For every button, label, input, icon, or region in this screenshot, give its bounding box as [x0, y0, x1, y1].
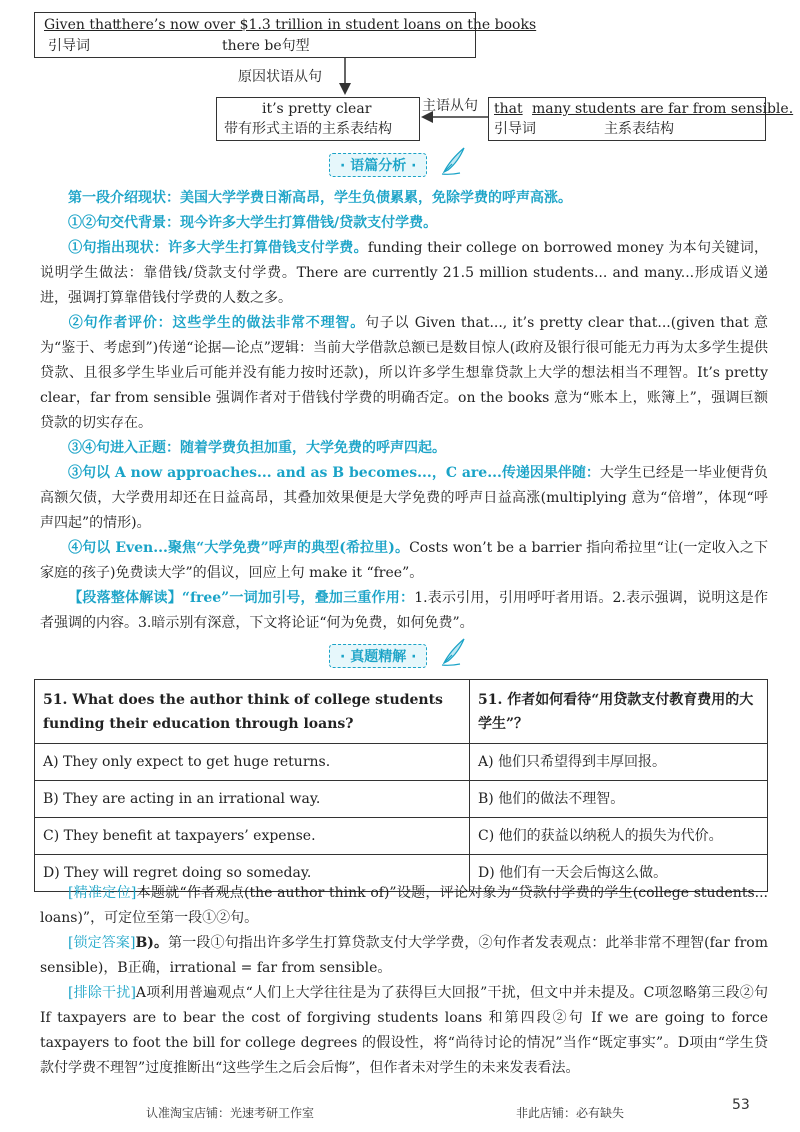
- explanation-answer: [40, 931, 768, 981]
- analysis-p5: ③④句进入正题：随着学费负担加重，大学免费的呼声四起。: [68, 440, 446, 456]
- footer-right: 非此店铺：必有缺失: [516, 1106, 625, 1120]
- option-cn: B) 他们的做法不理智。: [470, 781, 768, 818]
- answer-key: B)。: [135, 935, 169, 951]
- analysis-p3-head: ①句指出现状：许多大学生打算借钱支付学费。: [68, 240, 368, 256]
- table-row: [35, 680, 768, 744]
- analysis-paragraph-7: [40, 536, 768, 586]
- main-clause-text: it’s pretty clear: [262, 101, 372, 117]
- section-title-exam-text: · 真题精解 ·: [340, 649, 417, 665]
- option-en: D) They will regret doing so someday.: [35, 855, 470, 892]
- given-that-intro: Given that: [44, 17, 118, 33]
- table-row: [35, 744, 768, 781]
- analysis-p4-body: 句子以 Given that..., it’s pretty clear that...(given that 意为“鉴于、考虑到”)传递“论据—论点”逻辑：当前大学借款总额已是数目惊人(政府及银行很可能无力再为太多学生提供贷款、且很多学生毕业后可能并没有能力按时还款)，所以许多学生想靠贷款上大学的想法相当不理智。It’s pretty clear，far from sensible 强调作者对于借钱付学费的明确否定。on the books 意为“账本上，账簿上”，强调巨额贷款的切实存在。: [40, 315, 768, 431]
- locate-tag: [精准定位]: [68, 885, 137, 901]
- section-title-discourse: [329, 153, 427, 177]
- footer-left: 认准淘宝店铺：光速考研工作室: [146, 1106, 315, 1120]
- analysis-paragraph-8: [40, 586, 768, 636]
- main-clause-label: 带有形式主语的主系表结构: [224, 121, 392, 137]
- explanation-locate: [40, 881, 768, 931]
- answer-tag: [锁定答案]: [68, 935, 136, 951]
- table-row: [35, 818, 768, 855]
- arrow-label-subject: 主语从句: [422, 98, 478, 114]
- that-intro: that: [494, 101, 523, 117]
- analysis-p6-head: ③句以 A now approaches... and as B becomes...，C are...传递因果伴随：: [68, 465, 600, 481]
- page-number: 53: [732, 1097, 750, 1113]
- analysis-p4-head: ②句作者评价：这些学生的做法非常不理智。: [68, 315, 366, 331]
- distract-tag: [排除干扰]: [68, 985, 136, 1001]
- section-title-discourse-text: · 语篇分析 ·: [340, 158, 417, 174]
- that-label-structure: 主系表结构: [604, 121, 674, 137]
- that-label-intro: 引导词: [494, 121, 536, 137]
- given-that-label-pattern: there be句型: [222, 38, 310, 54]
- analysis-p7-head: ④句以 Even...聚焦“大学免费”呼声的典型(希拉里)。: [68, 540, 410, 556]
- analysis-p6-body: 大学生已经是一毕业便背负高额欠债，大学费用却还在日益高昂，其叠加效果便是大学免费的呼声日益高涨(multiplying 意为“倍增”，体现“呼声四起”的情形)。: [40, 465, 769, 531]
- option-en: C) They benefit at taxpayers’ expense.: [35, 818, 470, 855]
- option-cn: C) 他们的获益以纳税人的损失为代价。: [470, 818, 768, 855]
- answer-body: 第一段①句指出许多学生打算贷款支付大学学费，②句作者发表观点：此举非常不理智(far from sensible)，B正确，irrational = far from sensible。: [40, 935, 768, 976]
- analysis-paragraph-5: [40, 436, 768, 461]
- arrow-label-reason: 原因状语从句: [238, 69, 322, 85]
- option-cn: D) 他们有一天会后悔这么做。: [470, 855, 768, 892]
- distract-body: A项利用普遍观点“人们上大学往往是为了获得巨大回报”干扰，但文中并未提及。C项忽略第三段②句 If taxpayers are to bear the cost of forgiving students loans 和第四段②句 If we are going to force taxpayers to foot the bill for college degrees 的假设性，将“尚待讨论的情况”当作“既定事实”。D项由“学生贷款付学费不理智”过度推断出“这些学生之后会后悔”，但作者未对学生的未来发表看法。: [40, 985, 768, 1076]
- analysis-p8-head: 【段落整体解读】“free”一词加引号，叠加三重作用：: [68, 590, 415, 606]
- analysis-paragraph-3: [40, 236, 768, 311]
- quill-pen-icon: [440, 144, 468, 176]
- option-en: B) They are acting in an irrational way.: [35, 781, 470, 818]
- explanation-distract: [40, 981, 768, 1081]
- quill-pen-icon: [440, 635, 468, 667]
- option-cn: A) 他们只希望得到丰厚回报。: [470, 744, 768, 781]
- analysis-paragraph-6: [40, 461, 768, 536]
- locate-body: 本题就“作者观点(the author think of)”设题，评论对象为“贷款付学费的学生(college students... loans)”，可定位至第一段①②句。: [40, 885, 768, 926]
- section-title-exam: [329, 644, 427, 668]
- analysis-paragraph-4: [40, 311, 768, 436]
- that-clause: many students are far from sensible.: [532, 101, 794, 117]
- analysis-p2: ①②句交代背景：现今许多大学生打算借钱/贷款支付学费。: [68, 215, 438, 231]
- analysis-paragraph-1: [40, 186, 768, 211]
- analysis-paragraph-2: [40, 211, 768, 236]
- table-row: [35, 781, 768, 818]
- analysis-p1: 第一段介绍现状：美国大学学费日渐高昂，学生负债累累，免除学费的呼声高涨。: [68, 190, 572, 206]
- question-stem-cn: 51. 作者如何看待“用贷款支付教育费用的大学生”？: [470, 680, 768, 744]
- analysis-p7-body: Costs won’t be a barrier 指向希拉里“让(一定收入之下家庭的孩子)免费读大学”的倡议，回应上句 make it “free”。: [40, 540, 768, 581]
- question-table: [34, 679, 768, 892]
- question-stem-en: 51. What does the author think of college students funding their education through loans?: [35, 680, 470, 744]
- option-en: A) They only expect to get huge returns.: [35, 744, 470, 781]
- given-that-label-intro: 引导词: [48, 38, 90, 54]
- analysis-p3-body: funding their college on borrowed money 为本句关键词，说明学生做法：靠借钱/贷款支付学费。There are currently 21.5 million students... and many...形成语义递进，强调打算靠借钱付学费的人数之多。: [40, 240, 769, 306]
- analysis-p8-body: 1.表示引用，引用呼吁者用语。2.表示强调，说明这是作者强调的内容。3.暗示别有深意，下文将论证“何为免费，如何免费”。: [40, 590, 768, 631]
- given-that-clause: there’s now over $1.3 trillion in student loans on the books: [116, 17, 537, 33]
